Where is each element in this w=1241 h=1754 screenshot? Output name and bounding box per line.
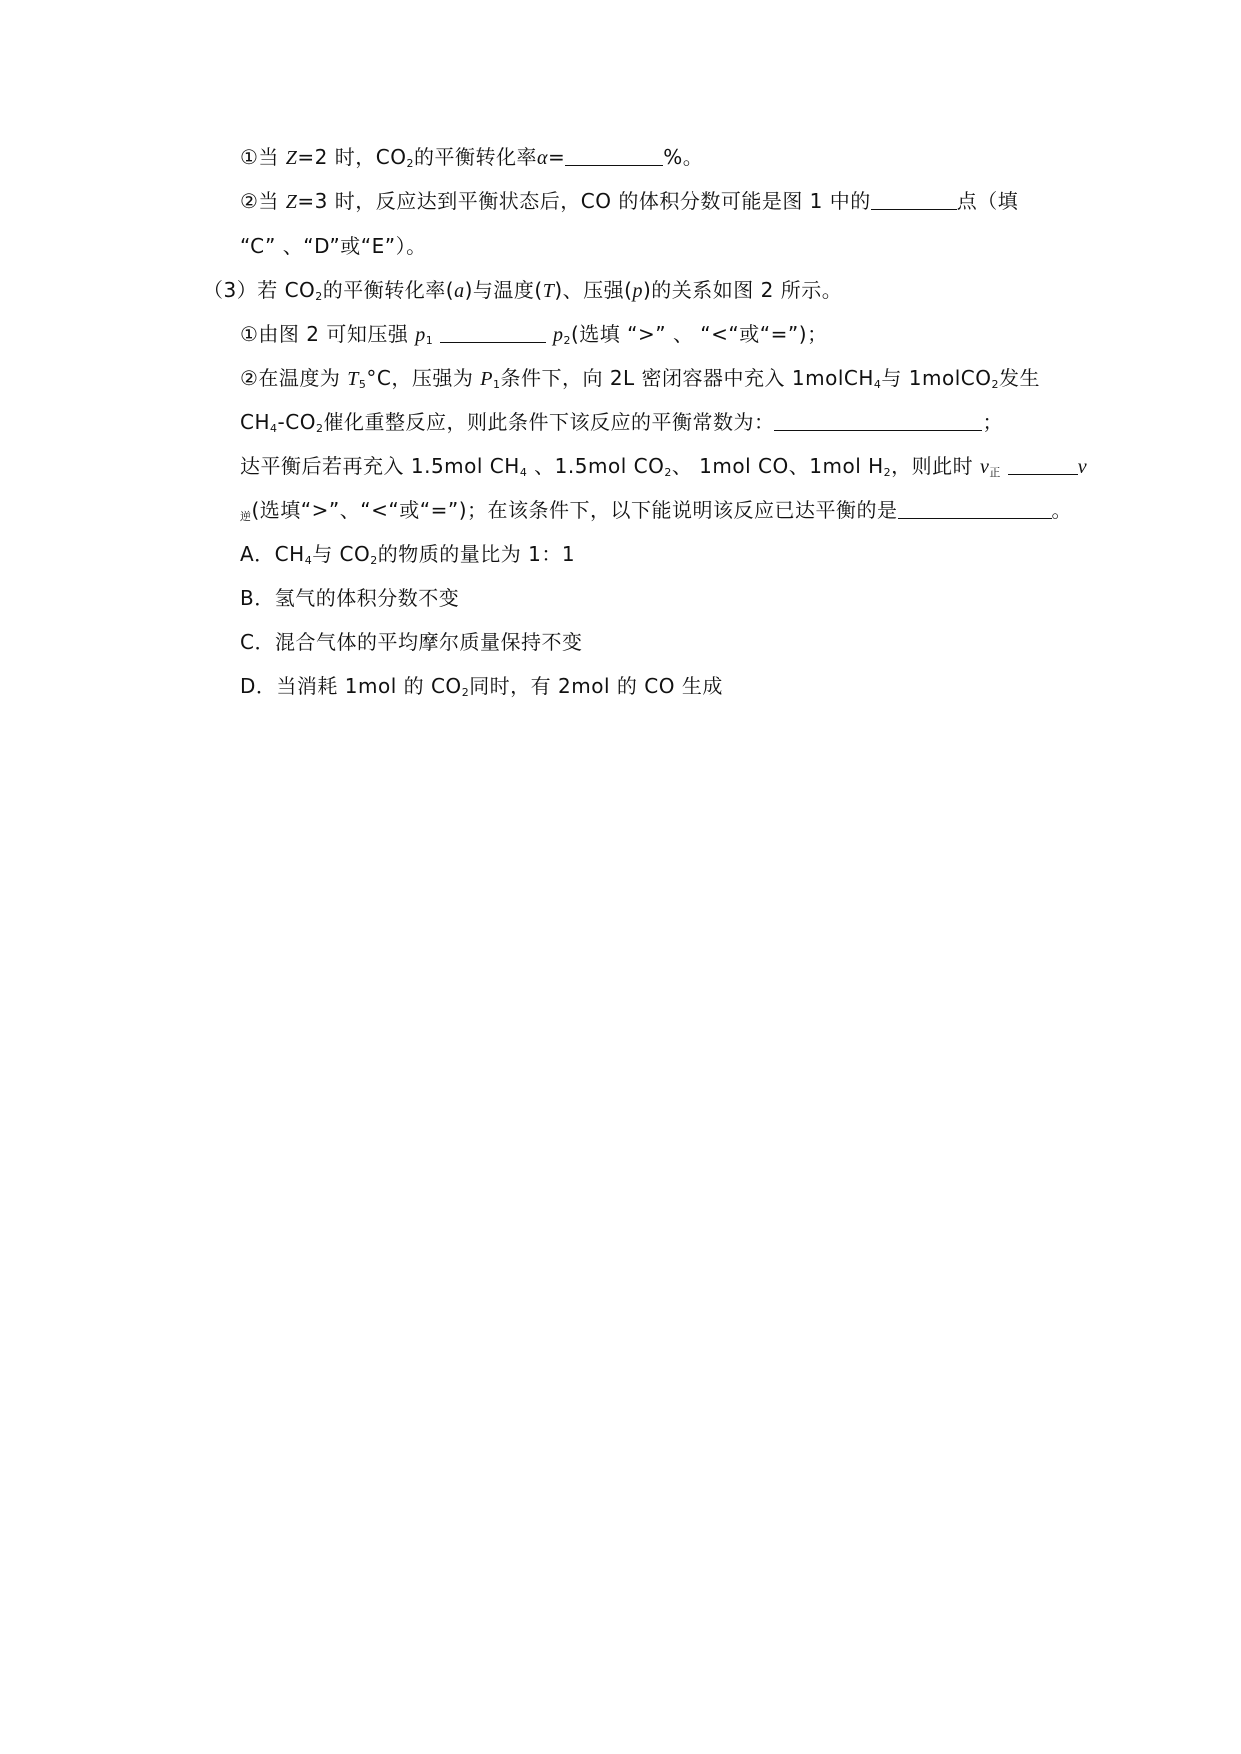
q3-part2-cont3: $_逆$(选填“>”、“<“或“=”)；在该条件下，以下能说明该反应已达平衡的是 。: [240, 498, 1073, 523]
answer-blank[interactable]: [871, 189, 957, 210]
q2-part1-line: ①当 Z=2 时，$CO_2$的平衡转化率α= %。: [240, 145, 704, 170]
q2-part2-line: ②当 Z=3 时，反应达到平衡状态后，CO 的体积分数可能是图 1 中的 点（填: [240, 189, 1019, 213]
answer-blank[interactable]: [898, 498, 1052, 519]
answer-blank[interactable]: [1008, 454, 1078, 475]
answer-blank[interactable]: [440, 322, 546, 343]
q2-part2-cont: “C” 、“D”或“E”）。: [240, 234, 427, 258]
option-c[interactable]: C．混合气体的平均摩尔质量保持不变: [240, 630, 583, 654]
option-a[interactable]: A．$CH_4$与 $CO_2$的物质的量比为 1：1: [240, 542, 576, 567]
q3-part1-line: ①由图 2 可知压强 $p_1$ $p_2$(选填 “>” 、 “<“或“=”)；: [240, 322, 828, 347]
answer-blank[interactable]: [774, 410, 982, 431]
q3-stem: （3）若 $CO_2$的平衡转化率(a)与温度(T)、压强(p)的关系如图 2 所示。: [203, 278, 843, 303]
option-b[interactable]: B．氢气的体积分数不变: [240, 586, 460, 610]
q3-part2-cont2: 达平衡后若再充入 1.5mol $CH_4$ 、1.5mol $CO_2$、 1mol CO、1mol $H_2$，则此时 $v_正$ v: [240, 454, 1088, 479]
option-d[interactable]: D．当消耗 1mol 的 $CO_2$同时，有 2mol 的 CO 生成: [240, 674, 723, 699]
q3-part2-line: ②在温度为 $T_5^\circ C$，压强为 $P_1$条件下，向 2L 密闭容器中充入 1molCH$_4$与 1molCO$_2$发生: [240, 366, 1040, 391]
q3-part2-cont: $CH_4-CO_2$催化重整反应，则此条件下该反应的平衡常数为： ；: [240, 410, 1003, 435]
answer-blank[interactable]: [565, 145, 663, 166]
